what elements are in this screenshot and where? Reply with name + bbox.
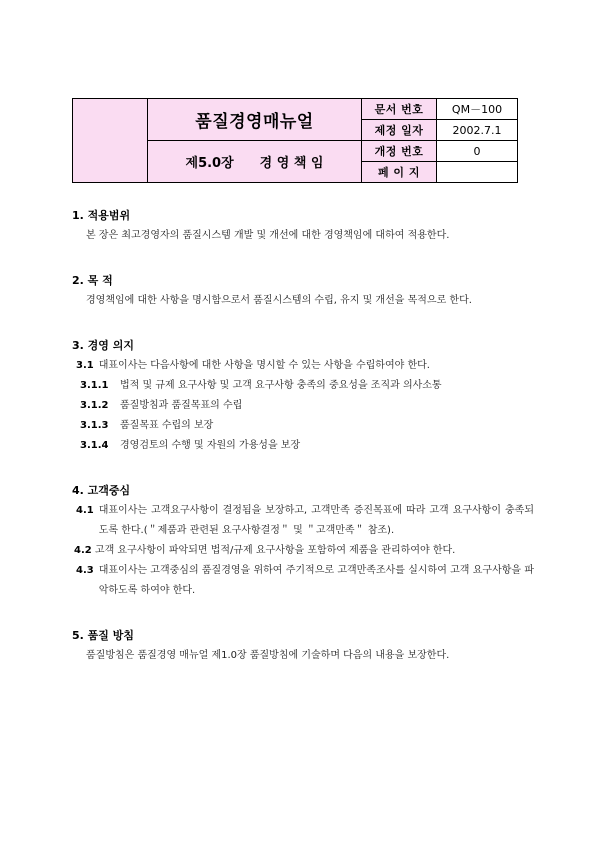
section-heading: 3. 경영 의지: [72, 339, 134, 352]
page-label: 페 이 지: [362, 162, 437, 183]
item-number: 3.1.4: [80, 440, 109, 451]
item-number: 3.1.2: [80, 400, 109, 411]
doc-number-label: 문서 번호: [362, 99, 437, 120]
section-heading: 1. 적용범위: [72, 209, 131, 222]
section-heading: 5. 품질 방침: [72, 629, 134, 642]
list-item: [72, 416, 534, 436]
list-item: [72, 561, 534, 601]
section-scope: [72, 206, 534, 246]
item-number: 4.2: [74, 545, 92, 556]
header-blank-cell: [73, 99, 148, 183]
section-text: 품질방침은 품질경영 매뉴얼 제1.0장 품질방침에 기술하며 다음의 내용을 보장한다.: [86, 650, 450, 661]
chapter-heading: [148, 141, 362, 183]
list-item: [72, 376, 534, 396]
revision-number-value: 0: [437, 141, 518, 162]
item-text: 품질방침과 품질목표의 수립: [120, 400, 243, 411]
item-text: 고객 요구사항이 파악되면 법적/규제 요구사항을 포함하여 제품을 관리하여야 한다.: [94, 545, 456, 556]
doc-number-value: QM－100: [437, 99, 518, 120]
item-number: 4.3: [76, 565, 94, 576]
section-heading: 4. 고객중심: [72, 484, 131, 497]
section-customer-focus: [72, 481, 534, 601]
section-heading: 2. 목 적: [72, 274, 113, 287]
manual-title: 품질경영매뉴얼: [148, 99, 362, 141]
item-text: 경영검토의 수행 및 자원의 가용성을 보장: [120, 440, 301, 451]
issue-date-value: 2002.7.1: [437, 120, 518, 141]
item-number: 4.1: [76, 505, 94, 516]
item-text: 품질목표 수립의 보장: [120, 420, 214, 431]
revision-number-label: 개정 번호: [362, 141, 437, 162]
item-number: 3.1: [76, 360, 94, 371]
list-item: [72, 436, 534, 456]
section-text: 경영책임에 대한 사항을 명시함으로서 품질시스템의 수립, 유지 및 개선을 목적으로 한다.: [86, 295, 472, 306]
page-value: [437, 162, 518, 183]
document-header-table: [72, 98, 518, 183]
section-text: 본 장은 최고경영자의 품질시스템 개발 및 개선에 대한 경영책임에 대하여 적용한다.: [86, 230, 450, 241]
section-quality-policy: [72, 626, 534, 666]
section-management-commitment: [72, 336, 534, 456]
list-item: [72, 356, 534, 376]
list-item: [72, 501, 534, 541]
section-purpose: [72, 271, 534, 311]
item-text: 대표이사는 고객중심의 품질경영을 위하여 주기적으로 고객만족조사를 실시하여 고객 요구사항을 파악하도록 하여야 한다.: [98, 565, 534, 596]
chapter-number: 제5.0장: [185, 156, 234, 171]
issue-date-label: 제정 일자: [362, 120, 437, 141]
chapter-title: 경 영 책 임: [259, 156, 324, 171]
list-item: [72, 396, 534, 416]
item-text: 대표이사는 고객요구사항이 결정됨을 보장하고, 고객만족 증진목표에 따라 고객 요구사항이 충족되도록 한다.(＂제품과 관련된 요구사항결정＂ 및 ＂고객만족＂ 참조).: [98, 505, 534, 536]
document-body: [72, 206, 534, 691]
item-number: 3.1.3: [80, 420, 109, 431]
item-text: 대표이사는 다음사항에 대한 사항을 명시할 수 있는 사항을 수립하여야 한다.: [98, 360, 430, 371]
item-text: 법적 및 규제 요구사항 및 고객 요구사항 충족의 중요성을 조직과 의사소통: [120, 380, 442, 391]
item-number: 3.1.1: [80, 380, 109, 391]
list-item: [72, 541, 534, 561]
